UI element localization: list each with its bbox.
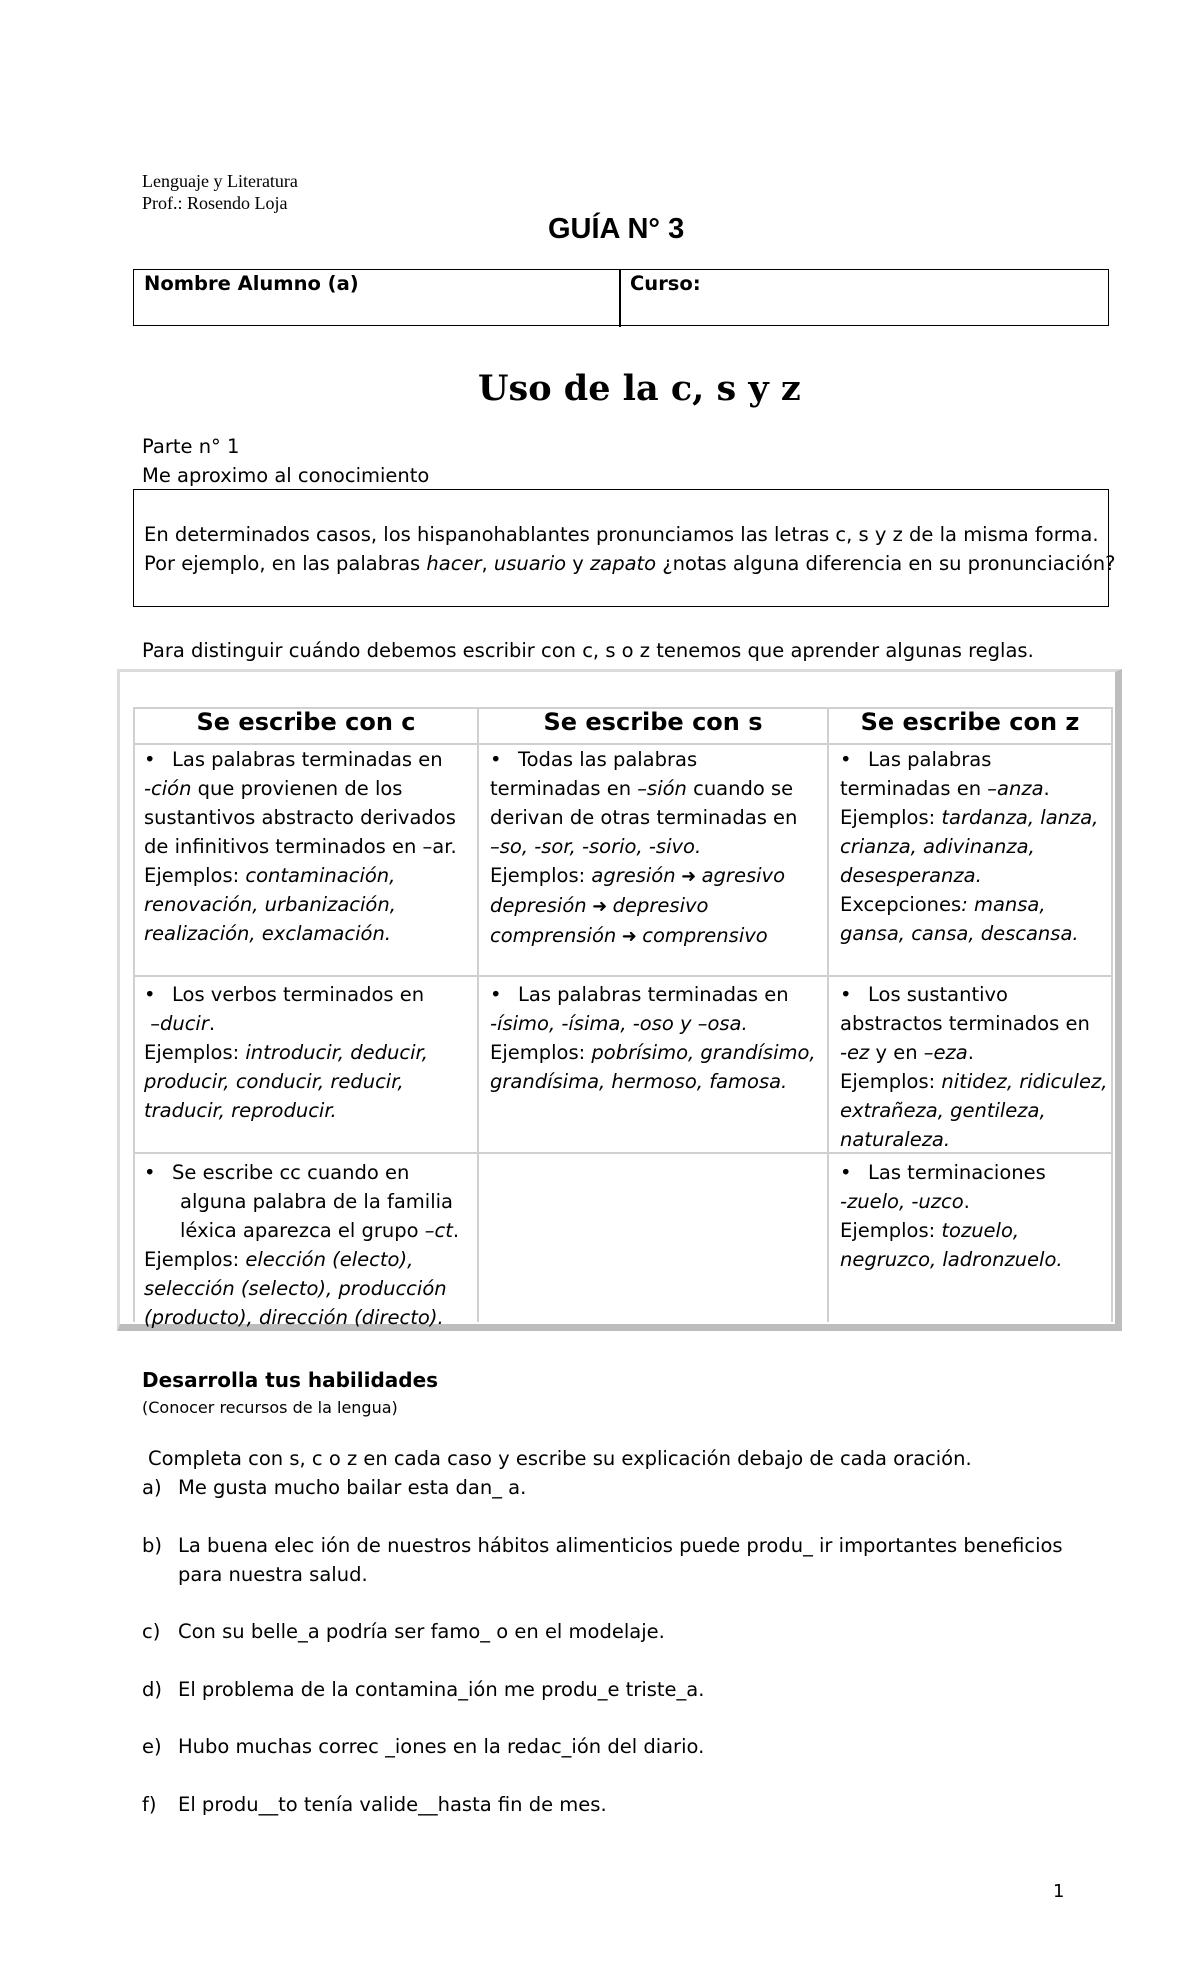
page-number: 1: [1053, 1881, 1065, 1902]
rule-s-1: • Todas las palabras terminadas en –sión cuando se derivan de otras terminadas en –so, -sor, -sorio, -sivo. Ejemplos: agresión ➜ agresivo depresión ➜ depresivo comprensión ➜ comprensivo: [490, 745, 825, 951]
rule-s-2: • Las palabras terminadas en -ísimo, -ísima, -oso y –osa. Ejemplos: pobrísimo, grandísimo, grandísima, hermoso, famosa.: [490, 983, 816, 1093]
exercise-e: e) Hubo muchas correc _iones en la redac_ión del diario.: [142, 1735, 705, 1758]
arrow-icon: ➜: [592, 896, 608, 917]
rule-c-3: • Se escribe cc cuando en alguna palabra de la familia léxica aparezca el grupo –ct. Ejemplos: elección (electo), selección (selecto), producción (producto), dirección (directo).: [144, 1161, 460, 1329]
course-label: Curso:: [630, 272, 701, 295]
rule-c-1: • Las palabras terminadas en -ción que provienen de los sustantivos abstracto derivados de infinitivos terminados en –ar. Ejemplos: contaminación, renovación, urbanización, realización, exclamación.: [144, 748, 457, 945]
intro-line-2: Por ejemplo, en las palabras hacer, usuario y zapato ¿notas alguna diferencia en su pronunciación?: [144, 552, 1116, 575]
subject-label: Lenguaje y Literatura: [142, 171, 298, 191]
arrow-icon: ➜: [681, 866, 697, 887]
rule-z-3: • Las terminaciones -zuelo, -uzco. Ejemplos: tozuelo, negruzco, ladronzuelo.: [840, 1161, 1063, 1271]
part-subtitle: Me aproximo al conocimiento: [142, 464, 430, 487]
topic-title: Uso de la c, s y z: [478, 368, 801, 409]
student-name-label: Nombre Alumno (a): [144, 272, 359, 295]
header-c: Se escribe con c: [196, 708, 416, 736]
intro-line-1: En determinados casos, los hispanohablantes pronunciamos las letras c, s y z de la misma forma.: [144, 523, 1099, 546]
part-number: Parte n° 1: [142, 435, 240, 458]
exercise-f: f) El produ__to tenía valide__hasta fin de mes.: [142, 1793, 607, 1816]
exercise-c: c) Con su belle_a podría ser famo_ o en el modelaje.: [142, 1620, 665, 1643]
guide-title: GUÍA N° 3: [548, 213, 685, 245]
header-z: Se escribe con z: [860, 708, 1080, 736]
skills-title: Desarrolla tus habilidades: [142, 1368, 439, 1392]
teacher-label: Prof.: Rosendo Loja: [142, 193, 288, 213]
exercise-b: b) La buena elec ión de nuestros hábitos alimenticios puede produ_ ir importantes beneficios: [142, 1534, 1063, 1557]
exercise-d: d) El problema de la contamina_ión me produ_e triste_a.: [142, 1678, 705, 1701]
rule-c-2: • Los verbos terminados en –ducir. Ejemplos: introducir, deducir, producir, conducir, reducir, traducir, reproducir.: [144, 983, 428, 1122]
exercise-a: a) Me gusta mucho bailar esta dan_ a.: [142, 1476, 527, 1499]
skills-instruction: Completa con s, c o z en cada caso y escribe su explicación debajo de cada oración.: [148, 1447, 972, 1470]
skills-subtitle: (Conocer recursos de la lengua): [142, 1398, 398, 1417]
rule-z-1: • Las palabras terminadas en –anza. Ejemplos: tardanza, lanza, crianza, adivinanza, desesperanza. Excepciones: mansa, gansa, cansa, descansa.: [840, 748, 1099, 945]
rules-intro: Para distinguir cuándo debemos escribir con c, s o z tenemos que aprender algunas reglas.: [142, 639, 1034, 662]
arrow-icon: ➜: [621, 926, 637, 947]
exercise-b-cont: para nuestra salud.: [178, 1563, 368, 1586]
rule-z-2: • Los sustantivo abstractos terminados en -ez y en –eza. Ejemplos: nitidez, ridiculez, extrañeza, gentileza, naturaleza.: [840, 983, 1108, 1151]
header-s: Se escribe con s: [543, 708, 763, 736]
